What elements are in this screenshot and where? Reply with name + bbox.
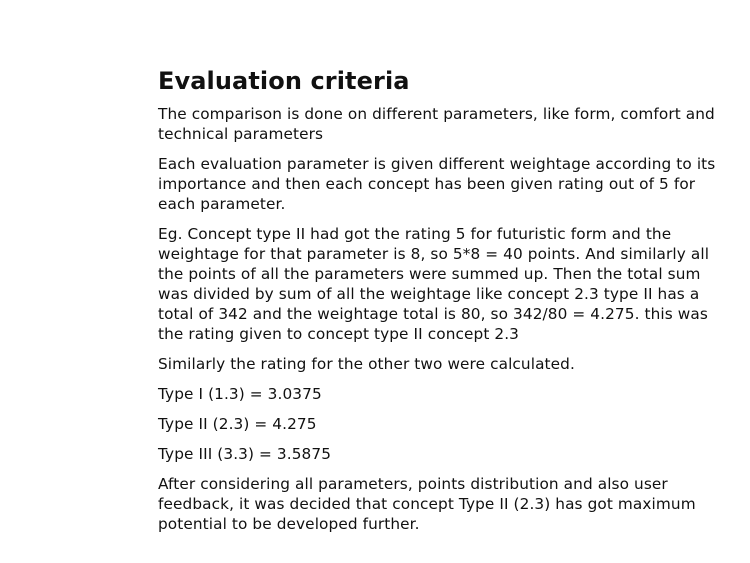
paragraph-weightage: Each evaluation parameter is given different weightage according to its importance and then each concept has been given rating out of 5 for each parameter. xyxy=(158,155,716,213)
paragraph-similarly: Similarly the rating for the other two were calculated. xyxy=(158,355,575,373)
paragraph-example: Eg. Concept type II had got the rating 5 for futuristic form and the weightage for that parameter is 8, so 5*8 = 40 points. And similarly all the points of all the parameters were summed up. Then the total sum was divided by sum of all the weightage like concept 2.3 type II has a total of 342 and the weightage total is 80, so 342/80 = 4.275. this was the rating given to concept type II concept 2.3 xyxy=(158,225,710,343)
rating-type-1: Type I (1.3) = 3.0375 xyxy=(158,385,322,403)
paragraph-comparison: The comparison is done on different parameters, like form, comfort and technical parameters xyxy=(158,105,715,143)
paragraph-conclusion: After considering all parameters, points distribution and also user feedback, it was decided that concept Type II (2.3) has got maximum potential to be developed further. xyxy=(158,475,696,533)
rating-type-3: Type III (3.3) = 3.5875 xyxy=(158,445,332,463)
slide-title: Evaluation criteria xyxy=(158,67,410,95)
rating-type-2: Type II (2.3) = 4.275 xyxy=(158,415,317,433)
slide-content xyxy=(158,66,718,544)
